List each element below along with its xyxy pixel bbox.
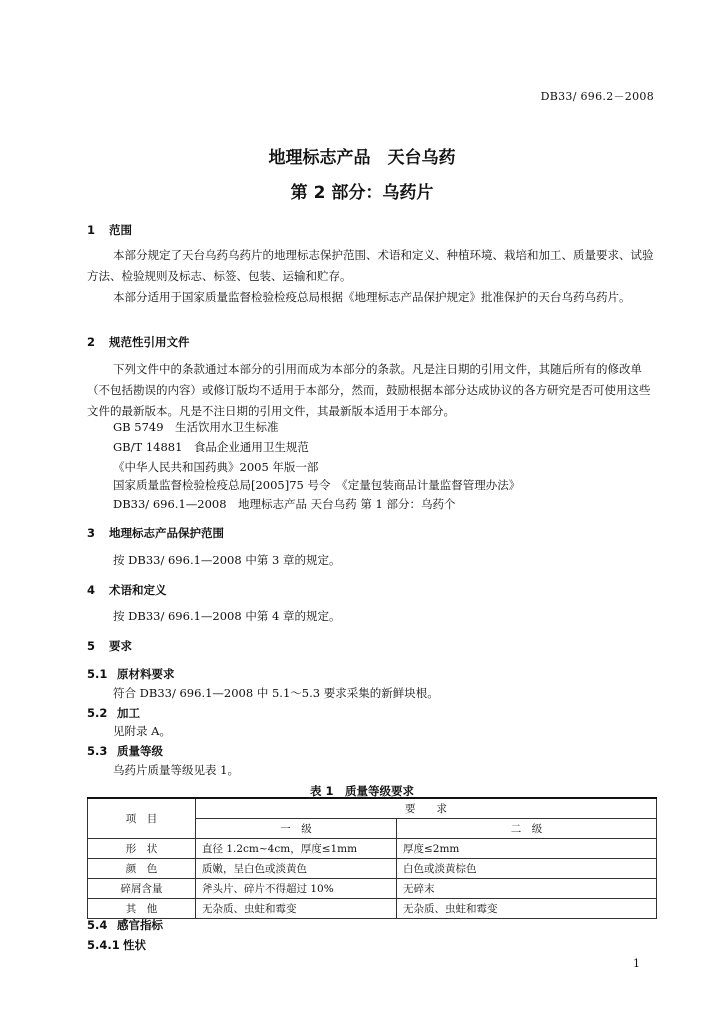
section-4-text: 按 DB33/ 696.1—2008 中第 4 章的规定。 bbox=[113, 609, 341, 623]
table-row bbox=[88, 839, 657, 859]
table-cell-item: 颜 色 bbox=[88, 859, 196, 879]
section-title: 性状 bbox=[123, 938, 146, 952]
table-cell-grade-1: 无杂质、虫蛀和霉变 bbox=[196, 899, 397, 919]
reference-item: DB33/ 696.1—2008 地理标志产品 天台乌药 第 1 部分：乌药个 bbox=[113, 497, 456, 511]
subsection-5-1-text: 符合 DB33/ 696.1—2008 中 5.1～5.3 要求采集的新鲜块根。 bbox=[113, 686, 439, 700]
section-title: 地理标志产品保护范围 bbox=[109, 526, 224, 540]
subsection-5-4-heading bbox=[87, 917, 163, 933]
section-number: 5.2 bbox=[87, 706, 108, 720]
section-number: 2 bbox=[87, 335, 96, 349]
section-1-para-1: 本部分规定了天台乌药乌药片的地理标志保护范围、术语和定义、种植环境、栽培和加工、质量要求、试验方法、检验规则及标志、标签、包装、运输和贮存。 bbox=[87, 248, 654, 283]
reference-item: GB 5749 生活饮用水卫生标准 bbox=[113, 420, 279, 434]
subsection-5-3-heading bbox=[87, 743, 163, 759]
section-2-heading bbox=[87, 334, 190, 350]
table-cell-grade-1: 直径 1.2cm~4cm，厚度≤1mm bbox=[196, 839, 397, 859]
reference-item: GB/T 14881 食品企业通用卫生规范 bbox=[113, 440, 309, 454]
section-title: 要求 bbox=[109, 639, 132, 653]
table-cell-item: 其 他 bbox=[88, 899, 196, 919]
reference-item: 国家质量监督检验检疫总局[2005]75 号令 《定量包装商品计量监督管理办法》 bbox=[113, 478, 521, 492]
section-5-heading bbox=[87, 638, 132, 654]
section-1-para-2: 本部分适用于国家质量监督检验检疫总局根据《地理标志产品保护规定》批准保护的天台乌药乌药片。 bbox=[113, 290, 631, 304]
section-3-text: 按 DB33/ 696.1—2008 中第 3 章的规定。 bbox=[113, 553, 341, 567]
page-number: 1 bbox=[633, 957, 640, 970]
table-cell-grade-2: 无碎末 bbox=[397, 879, 657, 899]
section-number: 5.1 bbox=[87, 667, 108, 681]
section-title: 范围 bbox=[109, 223, 132, 237]
table-header-item: 项 目 bbox=[88, 798, 196, 839]
subsection-5-1-heading bbox=[87, 666, 175, 682]
table-header-grade-1: 一 级 bbox=[196, 819, 397, 839]
table-cell-item: 碎屑含量 bbox=[88, 879, 196, 899]
reference-item: 《中华人民共和国药典》2005 年版一部 bbox=[113, 460, 319, 474]
table-row bbox=[88, 879, 657, 899]
section-number: 5.4 bbox=[87, 918, 108, 932]
section-number: 5 bbox=[87, 639, 96, 653]
section-title: 质量等级 bbox=[117, 744, 163, 758]
section-number: 1 bbox=[87, 223, 96, 237]
section-number: 3 bbox=[87, 526, 96, 540]
quality-grade-table bbox=[87, 797, 657, 919]
table-cell-grade-2: 白色或淡黄棕色 bbox=[397, 859, 657, 879]
subsection-5-4-1-heading bbox=[87, 937, 146, 953]
section-3-heading bbox=[87, 525, 224, 541]
standard-number: DB33/ 696.2－2008 bbox=[540, 90, 654, 103]
document-subtitle: 第 2 部分：乌药片 bbox=[290, 183, 434, 203]
subsection-5-2-text: 见附录 A。 bbox=[113, 724, 171, 738]
table-cell-grade-2: 厚度≤2mm bbox=[397, 839, 657, 859]
table-row bbox=[88, 899, 657, 919]
section-1-heading bbox=[87, 222, 132, 238]
section-title: 感官指标 bbox=[117, 918, 163, 932]
table-header-requirements: 要 求 bbox=[196, 798, 657, 819]
section-title: 加工 bbox=[117, 706, 140, 720]
section-number: 5.3 bbox=[87, 744, 108, 758]
section-4-heading bbox=[87, 582, 167, 598]
table-cell-grade-1: 质嫩，呈白色或淡黄色 bbox=[196, 859, 397, 879]
table-header-row bbox=[88, 798, 657, 819]
table-header-grade-2: 二 级 bbox=[397, 819, 657, 839]
section-2-para-1: 下列文件中的条款通过本部分的引用而成为本部分的条款。凡是注日期的引用文件，其随后所有的修改单（不包括勘误的内容）或修订版均不适用于本部分，然而，鼓励根据本部分达成协议的各方研究是否可使用这些文件的最新版本。凡是不注日期的引用文件，其最新版本适用于本部分。 bbox=[87, 362, 651, 418]
section-title: 术语和定义 bbox=[109, 583, 167, 597]
table-cell-grade-1: 斧头片、碎片不得超过 10% bbox=[196, 879, 397, 899]
section-title: 规范性引用文件 bbox=[109, 335, 190, 349]
section-number: 5.4.1 bbox=[87, 938, 120, 952]
table-caption: 表 1 质量等级要求 bbox=[309, 784, 414, 798]
document-title: 地理标志产品 天台乌药 bbox=[268, 148, 456, 168]
table-cell-grade-2: 无杂质、虫蛀和霉变 bbox=[397, 899, 657, 919]
subsection-5-2-heading bbox=[87, 705, 140, 721]
section-title: 原材料要求 bbox=[117, 667, 175, 681]
table-cell-item: 形 状 bbox=[88, 839, 196, 859]
subsection-5-3-text: 乌药片质量等级见表 1。 bbox=[113, 763, 239, 777]
section-number: 4 bbox=[87, 583, 96, 597]
table-row bbox=[88, 859, 657, 879]
